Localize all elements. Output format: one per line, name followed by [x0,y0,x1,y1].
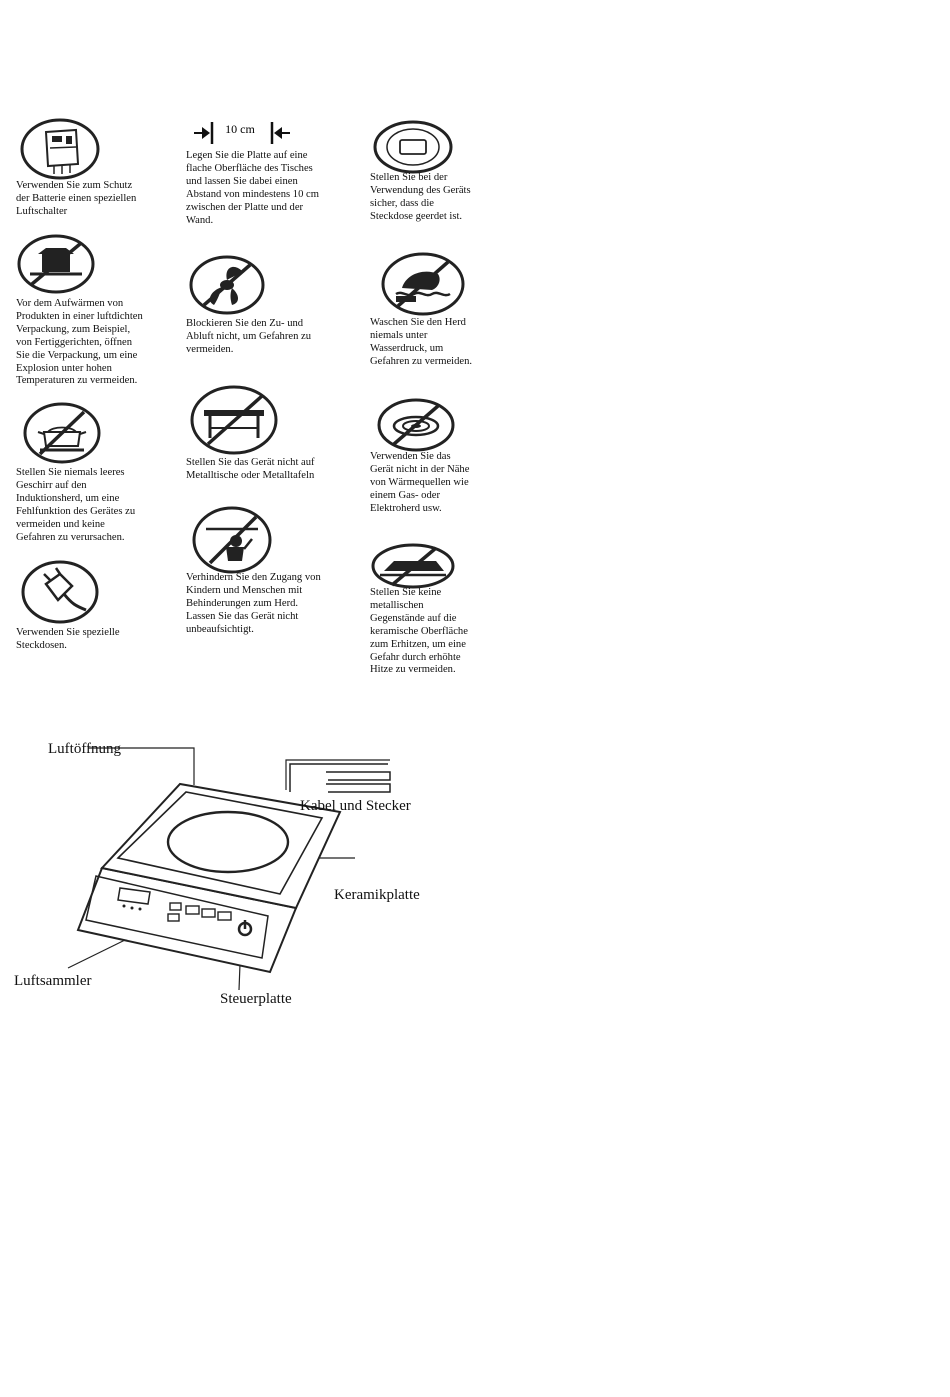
caption-metal-table: Stellen Sie das Gerät nicht auf Metalltische oder Metalltafeln [186,457,315,481]
grounded-outlet-icon [372,120,454,174]
airflow-fan-prohibited-icon [188,255,266,315]
label-air-collector: Luftsammler [14,973,92,989]
label-control-panel: Steuerplatte [220,991,292,1007]
spacing-arrows-icon [192,120,296,146]
spacing-label: 10 cm [225,122,255,136]
caption-sealed-packaging: Vor dem Aufwärmen von Produkten in einer luftdichten Verpackung, zum Beispiel, von Fertiggerichten, öffnen Sie die Verpackung, um eine Explosion unter hohen Temperaturen zu vermeiden. [16,298,143,387]
caption-water-pressure: Waschen Sie den Herd niemals unter Wasserdruck, um Gefahren zu vermeiden. [370,317,473,367]
caption-grounded-outlet: Stellen Sie bei der Verwendung des Geräts sicher, dass die Steckdose geerdet ist. [370,172,471,222]
caption-empty-pot: Stellen Sie niemals leeres Geschirr auf den Induktionsherd, um eine Fehlfunktion des Gerätes zu vermeiden und keine Gefahren zu verursachen. [16,467,136,543]
label-ceramic-plate: Keramikplatte [334,887,420,903]
caption-battery-switch: Verwenden Sie zum Schutz der Batterie einen speziellen Luftschalter [16,180,137,217]
water-wash-prohibited-icon [380,252,466,316]
label-cable-plug: Kabel und Stecker [300,798,411,814]
caption-heat-sources: Verwenden Sie das Gerät nicht in der Nähe von Wärmequellen wie einem Gas- oder Elektroherd usw. [370,451,470,514]
metal-objects-prohibited-icon [370,543,456,589]
metal-table-prohibited-icon [188,384,280,456]
caption-metal-objects: Stellen Sie keine metallischen Gegenstände auf die keramische Oberfläche zum Erhitzen, um eine Gefahr durch erhöhte Hitze zu vermeiden. [370,587,468,676]
caption-special-sockets: Verwenden Sie spezielle Steckdosen. [16,627,120,651]
circuit-breaker-icon [20,118,102,180]
empty-pot-prohibited-icon [22,402,102,464]
sealed-packaging-prohibited-icon [16,234,96,294]
cable-plug-sketch [290,764,390,792]
label-air-vent: Luftöffnung [48,741,122,757]
caption-block-airflow: Blockieren Sie den Zu- und Abluft nicht, um Gefahren zu vermeiden. [186,318,312,355]
child-access-prohibited-icon [190,505,274,575]
gas-burner-prohibited-icon [376,398,456,452]
caption-children: Verhindern Sie den Zugang von Kindern und Menschen mit Behinderungen zum Herd. Lassen Sie das Gerät nicht unbeaufsichtigt. [186,572,321,635]
caption-flat-surface: Legen Sie die Platte auf eine flache Oberfläche des Tisches und lassen Sie dabei einen Abstand von mindestens 10 cm zwischen der Platte und der Wand. [186,150,319,226]
plug-icon [20,560,100,624]
